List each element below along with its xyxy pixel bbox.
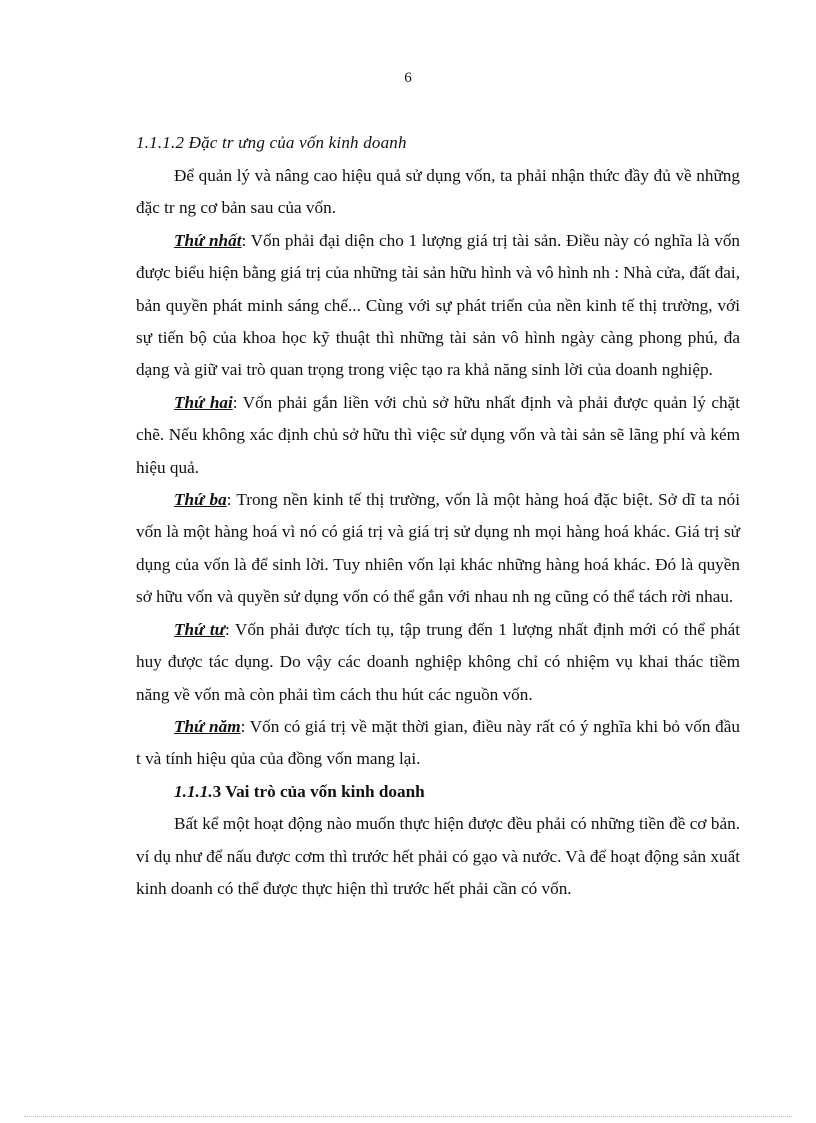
- intro-paragraph: Để quản lý và nâng cao hiệu quả sử dụng vốn, ta phải nhận thức đầy đủ về những đặc tr ng cơ bản sau của vốn.: [136, 166, 740, 218]
- footer-dotted-line: [24, 1116, 792, 1117]
- paragraph-thu-hai: [136, 387, 740, 484]
- label-thu-nhat: Thứ nhất: [174, 230, 242, 250]
- paragraph-vai-tro: Bất kể một hoạt động nào muốn thực hiện được đều phải có những tiền đề cơ bản. ví dụ như để nấu được cơm thì trước hết phải có gạo và nước. Và để hoạt động sản xuất kinh doanh có thể được thực hiện thì trước hết phải cần có vốn.: [136, 814, 740, 898]
- text-thu-nhat: : Vốn phải đại diện cho 1 lượng giá trị tài sản. Điều này có nghĩa là vốn được biểu hiện bằng giá trị của những tài sản hữu hình và vô hình nh : Nhà cửa, đất đai, bản quyền phát minh sáng chế... Cùng với sự phát triển của nền kinh tế thị trường, với sự tiến bộ của khoa học kỹ thuật thì những tài sản vô hình ngày càng phong phú, đa dạng và giữ vai trò quan trọng trong việc tạo ra khả năng sinh lời của doanh nghiệp.: [136, 230, 741, 380]
- paragraph-thu-tu: [136, 614, 740, 711]
- heading-number: 1.1.1.: [174, 781, 213, 801]
- paragraph-thu-nam: [136, 711, 740, 776]
- paragraph-thu-ba: [136, 484, 740, 614]
- text-thu-nam: : Vốn có giá trị về mặt thời gian, điều này rất có ý nghĩa khi bỏ vốn đầu t và tính hiệu qủa của đồng vốn mang lại.: [136, 716, 740, 769]
- label-thu-tu: Thứ tư: [174, 619, 225, 639]
- text-thu-tu: : Vốn phải được tích tụ, tập trung đến 1 lượng nhất định mới có thể phát huy được tác dụng. Do vậy các doanh nghiệp không chỉ có nhiệm vụ khai thác tiềm năng về vốn mà còn phải tìm cách thu hút các nguồn vốn.: [136, 619, 740, 704]
- paragraph-thu-nhat: [136, 225, 740, 387]
- label-thu-ba: Thứ ba: [174, 490, 227, 510]
- body-text: [136, 160, 740, 905]
- page-number: 6: [404, 70, 412, 86]
- heading-text: 3 Vai trò của vốn kinh doanh: [212, 781, 425, 801]
- label-thu-nam: Thứ năm: [174, 716, 241, 736]
- section-heading-1-1-1-2: 1.1.1.2 Đặc tr ưng của vốn kinh doanh: [136, 133, 407, 152]
- label-thu-hai: Thứ hai: [174, 392, 233, 412]
- text-thu-hai: : Vốn phải gắn liền với chủ sở hữu nhất định và phải được quản lý chặt chẽ. Nếu không xác định chủ sở hữu thì việc sử dụng vốn và tài sản sẽ lãng phí và kém hiệu quả.: [136, 392, 740, 477]
- text-thu-ba: : Trong nền kinh tế thị trường, vốn là một hàng hoá đặc biệt. Sở dĩ ta nói vốn là một hàng hoá vì nó có giá trị và giá trị sử dụng nh mọi hàng hoá khác. Giá trị sử dụng của vốn là để sinh lời. Tuy nhiên vốn lại khác những hàng hoá khác. Đó là quyền sở hữu vốn và quyền sử dụng vốn có thể gắn với nhau nh ng cũng có thể tách rời nhau.: [136, 490, 740, 607]
- section-heading-1-1-1-3: [136, 776, 740, 808]
